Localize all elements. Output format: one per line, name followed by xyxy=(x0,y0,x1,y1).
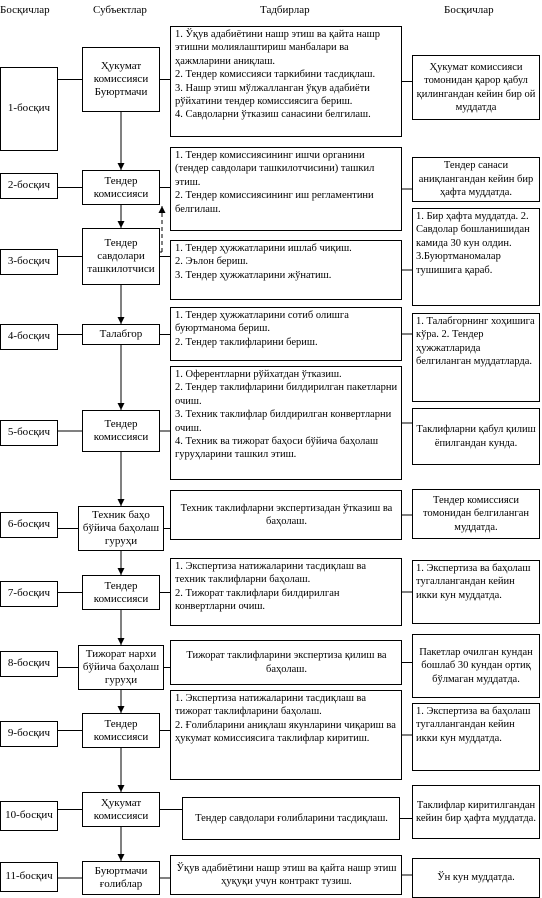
stage-box xyxy=(0,67,58,151)
actions-box xyxy=(170,640,402,685)
deadline-text: 1. Экспертиза ва баҳолаш тугаллангандан кейин икки кун муддатда. xyxy=(416,706,531,744)
deadline-text: Ўн кун муддатда. xyxy=(437,872,515,884)
deadline-box xyxy=(412,313,540,402)
deadline-text: 1. Экспертиза ва баҳолаш тугаллангандан кейин икки кун муддатда. xyxy=(416,563,531,601)
actions-box xyxy=(170,366,402,480)
stage-label: 8-босқич xyxy=(7,657,51,670)
subject-line: савдолари xyxy=(97,250,145,262)
subject-line: Тендер xyxy=(104,418,138,430)
action-item: 3. Техник таклифлар билдирилган конвертларни очиш. xyxy=(175,409,392,434)
stage-box xyxy=(0,173,58,199)
subject-line: Ҳукумат xyxy=(100,796,142,809)
stage-box xyxy=(0,581,58,607)
subject-line: Талабгор xyxy=(99,328,143,340)
header-deadlines: Босқичлар xyxy=(444,4,494,16)
actions-box xyxy=(170,307,402,361)
action-item: 2. Эълон бериш. xyxy=(175,256,249,268)
subject-line: Тендер xyxy=(104,717,138,730)
deadline-text: Таклифларни қабул қилиш ёпилгандан кунда. xyxy=(416,424,536,449)
deadline-text: Тендер комиссияси томонидан белгиланган муддатда. xyxy=(422,494,529,533)
action-item: 1. Тендер ҳужжатларини ишлаб чиқиш. xyxy=(175,243,352,254)
action-item: 2. Тендер таклифларини билдирилган пакетларни очиш. xyxy=(175,382,398,407)
action-item: 4. Савдоларни ўтказиш санасини белгилаш. xyxy=(175,109,371,121)
action-item: 2. Тендер комиссияси таркибини тасдиқлаш. xyxy=(175,69,376,81)
actions-box xyxy=(170,690,402,780)
stage-label: 5-босқич xyxy=(7,426,51,439)
actions-box xyxy=(170,147,402,231)
deadline-text: Таклифлар киритилгандан кейин бир ҳафта муддатда. xyxy=(416,799,536,824)
action-item: Техник таклифларни экспертизадан ўтказиш ва баҳолаш. xyxy=(180,502,393,527)
actions-box xyxy=(170,26,402,137)
deadline-box xyxy=(412,157,540,202)
subject-line: Буюртмачи xyxy=(94,865,148,877)
stage-box xyxy=(0,801,58,831)
action-item: 1. Тендер комиссиясининг ишчи органини (тендер савдолари ташкилотчисини) ташкил этиш. xyxy=(175,150,375,188)
header-actions: Тадбирлар xyxy=(260,4,310,16)
action-item: 1. Ўқув адабиётини нашр этиш ва қайта нашр этишни молиялаштириш манбалари ва ҳажмларини аниқлаш. xyxy=(175,29,380,67)
subject-line: комиссияси xyxy=(93,809,149,822)
subject-line: бўйича баҳолаш xyxy=(82,661,160,673)
subject-line: ташкилотчиси xyxy=(87,263,155,275)
subject-line: комиссияси xyxy=(93,73,149,85)
stage-box xyxy=(0,651,58,677)
subject-line: комиссияси xyxy=(93,730,149,743)
subject-line: Техник баҳо xyxy=(92,509,150,521)
action-item: Тижорат таклифларини экспертиза қилиш ва баҳолаш. xyxy=(186,650,387,675)
subject-line: ғолиблар xyxy=(99,878,143,890)
stage-label: 9-босқич xyxy=(7,727,51,740)
stage-box xyxy=(0,862,58,892)
stage-label: 2-босқич xyxy=(7,179,51,192)
deadline-box xyxy=(412,634,540,698)
deadline-box xyxy=(412,489,540,539)
deadline-box xyxy=(412,785,540,839)
subject-line: Тендер xyxy=(104,579,138,592)
deadline-text: 1. Талабгорнинг хоҳишига кўра. 2. Тендер ҳужжатларида белгиланган муддатларда. xyxy=(416,316,535,368)
subject-line: гуруҳи xyxy=(104,674,138,686)
actions-box xyxy=(170,855,402,895)
subject-line: Буюртмачи xyxy=(94,86,148,98)
stage-box xyxy=(0,721,58,747)
subject-box xyxy=(82,575,160,610)
subject-box xyxy=(82,170,160,205)
subject-box xyxy=(82,410,160,452)
stage-label: 10-босқич xyxy=(5,809,53,822)
deadline-text: Ҳукумат комиссияси томонидан қарор қабул қилингандан кейин бир ой муддатда xyxy=(416,61,536,113)
subject-box xyxy=(82,861,160,895)
subject-line: Ҳукумат xyxy=(100,60,142,72)
subject-line: бўйича баҳолаш xyxy=(82,522,160,534)
action-item: 1. Экспертиза натижаларини тасдиқлаш ва техник таклифларни баҳолаш. xyxy=(175,561,367,586)
deadline-box xyxy=(412,560,540,624)
deadline-text: 1. Бир ҳафта муддатда. 2. Савдолар бошланишидан камида 30 кун олдин. 3.Буюртманомалар тушишига қараб. xyxy=(416,211,530,276)
subject-line: Тижорат нархи xyxy=(85,648,157,660)
action-item: 1. Оферентларни рўйхатдан ўтказиш. xyxy=(175,369,342,380)
header-subjects: Субъектлар xyxy=(93,4,147,16)
actions-box xyxy=(182,797,400,840)
action-item: 3. Нашр этиш мўлжалланган ўқув адабиёти рўйхатини тендер комиссиясига бериш. xyxy=(175,82,370,108)
stage-label: 4-босқич xyxy=(7,330,51,343)
actions-box xyxy=(170,558,402,626)
subject-box xyxy=(78,645,164,690)
stage-box xyxy=(0,324,58,350)
action-item: 3. Тендер ҳужжатларини жўнатиш. xyxy=(175,269,332,281)
stage-label: 6-босқич xyxy=(7,518,51,531)
deadline-box xyxy=(412,408,540,465)
subject-line: комиссияси xyxy=(93,187,149,200)
stage-label: 3-босқич xyxy=(7,255,51,268)
deadline-box xyxy=(412,858,540,898)
actions-box xyxy=(170,240,402,300)
stage-label: 11-босқич xyxy=(5,870,53,883)
deadline-box xyxy=(412,55,540,120)
subject-line: гуруҳи xyxy=(104,535,138,547)
action-item: Тендер савдолари ғолибларини тасдиқлаш. xyxy=(195,812,388,824)
action-item: 2. Ғолибларини аниқлаш якунларини чиқариш ва ҳукумат комиссиясига таклифлар киритиш. xyxy=(175,719,396,745)
header-stages: Босқичлар xyxy=(0,4,50,16)
deadline-text: Пакетлар очилган кундан бошлаб 30 кундан ортиқ бўлмаган муддатда. xyxy=(419,646,533,685)
stage-label: 1-босқич xyxy=(7,102,51,115)
subject-box xyxy=(78,506,164,551)
action-item: 2. Тендер комиссиясининг иш регламентини белгилаш. xyxy=(175,190,374,215)
subject-line: Тендер xyxy=(104,174,138,187)
action-item: Ўқув адабиётини нашр этиш ва қайта нашр этиш ҳуқуқи учун контракт тузиш. xyxy=(176,862,397,887)
subject-line: комиссияси xyxy=(93,592,149,605)
action-item: 2. Тижорат таклифлари билдирилган конвертларни очиш. xyxy=(175,587,340,613)
subject-line: комиссияси xyxy=(93,431,149,443)
stage-box xyxy=(0,420,58,446)
deadline-text: Тендер санаси аниқлангандан кейин бир ҳафта муддатда. xyxy=(418,160,534,199)
subject-box xyxy=(82,228,160,285)
stage-box xyxy=(0,249,58,275)
subject-box xyxy=(82,792,160,827)
stage-box xyxy=(0,512,58,538)
action-item: 2. Тендер таклифларини бериш. xyxy=(175,336,318,348)
subject-box xyxy=(82,47,160,112)
subject-line: Тендер xyxy=(104,237,138,249)
stage-label: 7-босқич xyxy=(7,587,51,600)
subject-box xyxy=(82,324,160,345)
subject-box xyxy=(82,713,160,748)
deadline-box xyxy=(412,703,540,771)
action-item: 1. Тендер ҳужжатларини сотиб олишга буюртманома бериш. xyxy=(175,310,349,335)
actions-box xyxy=(170,490,402,540)
deadline-box xyxy=(412,208,540,306)
action-item: 4. Техник ва тижорат баҳоси бўйича баҳолаш гуруҳларини ташкил этиш. xyxy=(175,436,379,461)
action-item: 1. Экспертиза натижаларини тасдиқлаш ва тижорат таклифларини баҳолаш. xyxy=(175,693,367,718)
